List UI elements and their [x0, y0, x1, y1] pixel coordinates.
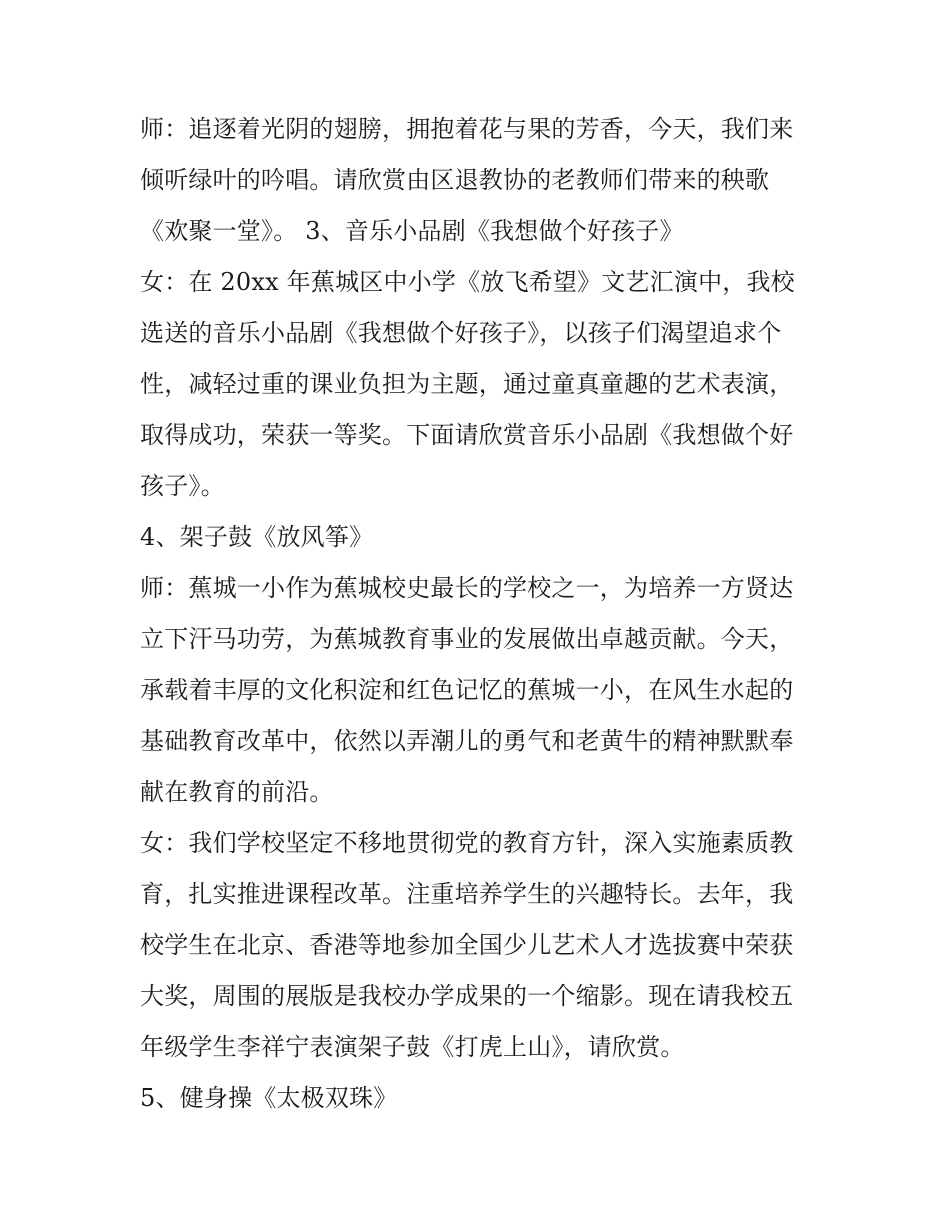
- text-line: 取得成功，荣获一等奖。下面请欣赏音乐小品剧《我想做个好: [140, 421, 794, 449]
- text-line: 孩子》。: [140, 472, 225, 500]
- text-line: 育，扎实推进课程改革。注重培养学生的兴趣特长。去年，我: [140, 880, 794, 908]
- text-line: 承载着丰厚的文化积淀和红色记忆的蕉城一小，在风生水起的: [140, 676, 794, 704]
- text-line: 大奖，周围的展版是我校办学成果的一个缩影。现在请我校五: [140, 982, 794, 1010]
- text-line: 师：追逐着光阴的翅膀，拥抱着花与果的芳香，今天，我们来: [140, 115, 794, 143]
- text-line: 选送的音乐小品剧《我想做个好孩子》，以孩子们渴望追求个: [140, 319, 782, 347]
- section-heading: 5、健身操《太极双珠》: [140, 1084, 398, 1112]
- text-line: 师：蕉城一小作为蕉城校史最长的学校之一，为培养一方贤达: [140, 574, 794, 602]
- text-line: 女：我们学校坚定不移地贯彻党的教育方针，深入实施素质教: [140, 829, 794, 857]
- section-heading: 4、架子鼓《放风筝》: [140, 523, 374, 551]
- text-line: 年级学生李祥宁表演架子鼓《打虎上山》，请欣赏。: [140, 1033, 685, 1061]
- text-line: 献在教育的前沿。: [140, 778, 334, 806]
- text-line: 倾听绿叶的吟唱。请欣赏由区退教协的老教师们带来的秧歌: [140, 166, 770, 194]
- text-line: 校学生在北京、香港等地参加全国少儿艺术人才选拔赛中荣获: [140, 931, 794, 959]
- text-line: 女：在 20xx 年蕉城区中小学《放飞希望》文艺汇演中，我校: [140, 268, 795, 296]
- text-line: 性，减轻过重的课业负担为主题，通过童真童趣的艺术表演，: [140, 370, 794, 398]
- text-line: 《欢聚一堂》。 3、音乐小品剧《我想做个好孩子》: [140, 217, 684, 245]
- text-line: 立下汗马功劳，为蕉城教育事业的发展做出卓越贡献。今天，: [140, 625, 794, 653]
- text-line: 基础教育改革中，依然以弄潮儿的勇气和老黄牛的精神默默奉: [140, 727, 794, 755]
